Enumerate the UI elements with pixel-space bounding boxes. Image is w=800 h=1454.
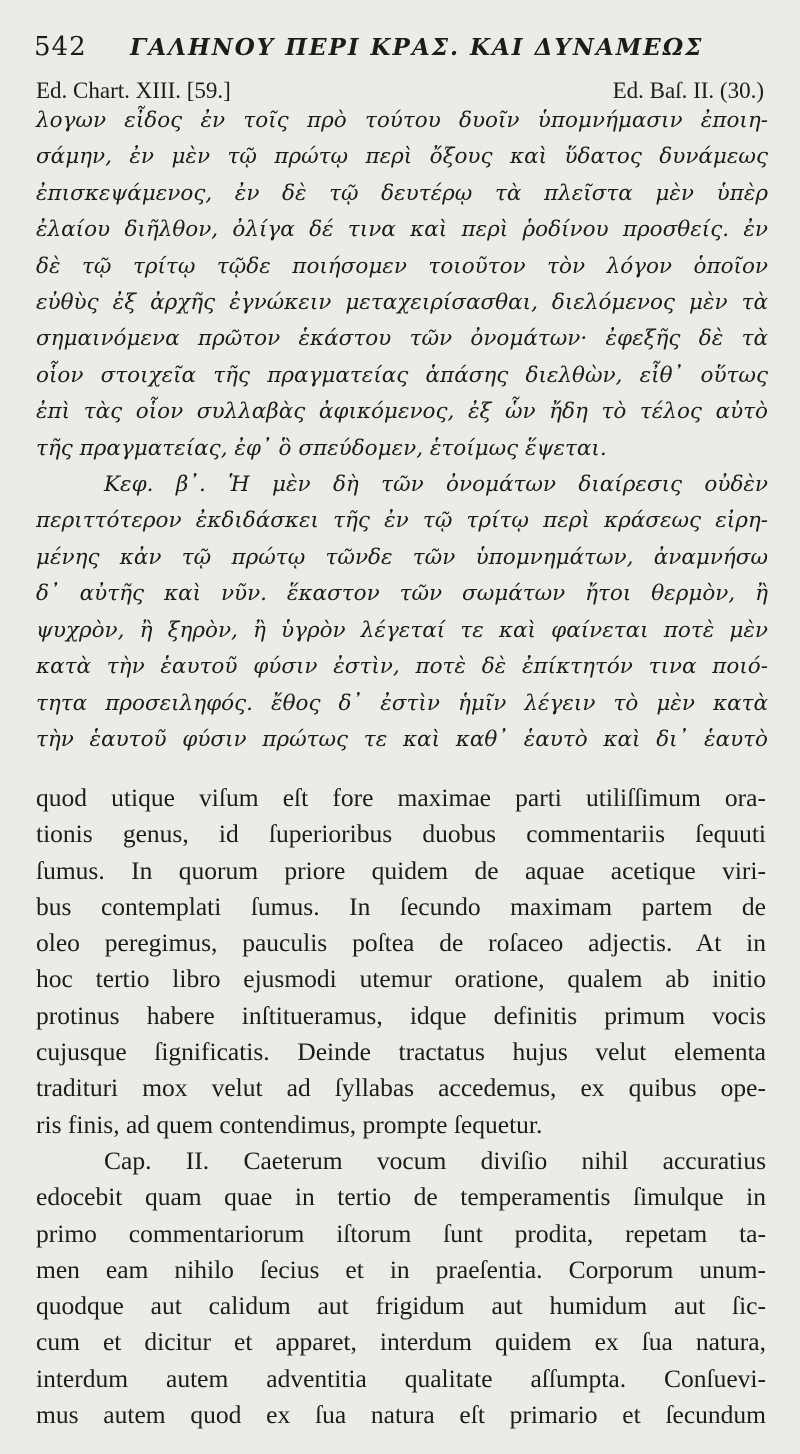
latin-line: tionis genus, id ſuperioribus duobus commentariis ſequuti — [36, 819, 766, 849]
latin-line: edocebit quam quae in tertio de temperamentis ſimulque in — [36, 1182, 766, 1212]
latin-line: quod utique viſum eſt fore maximae parti utiliſſimum ora- — [36, 783, 766, 812]
greek-line: μένης κἀν τῷ πρώτῳ τῶνδε τῶν ὑπομνημάτων, ἀναμνήσω — [36, 544, 768, 570]
greek-line: κατὰ τὴν ἑαυτοῦ φύσιν ἐστὶν, ποτὲ δὲ ἐπίκτητόν τινα ποιό- — [36, 654, 768, 680]
greek-line: σημαινόμενα πρῶτον ἑκάστου τῶν ὀνομάτων· ἐφεξῆς δὲ τὰ — [36, 326, 768, 352]
latin-line: men eam nihilo ſecius et in praeſentia. Corporum unum- — [36, 1254, 766, 1284]
latin-line: cujusque ſignificatis. Deinde tractatus hujus velut elementa — [36, 1037, 766, 1067]
greek-line: τῆς πραγματείας, ἐφ᾽ ὃ σπεύδομεν, ἑτοίμως ἕψεται. — [36, 435, 607, 461]
page-number: 542 — [34, 32, 87, 62]
latin-line: mus autem quod ex ſua natura eſt primario et ſecundum — [36, 1400, 766, 1430]
latin-line: tradituri mox velut ad ſyllabas accedemus, ex quibus ope- — [36, 1073, 766, 1103]
greek-line: ἐλαίου διῆλθον, ὀλίγα δέ τινα καὶ περὶ ῥοδίνου προσθείς. ἐν — [36, 217, 768, 243]
latin-line: oleo peregimus, pauculis poſtea de roſaceo adjectis. At in — [36, 928, 766, 958]
latin-line: ris finis, ad quem contendimus, prompte ſequetur. — [36, 1109, 543, 1139]
greek-line: εὐθὺς ἐξ ἀρχῆς ἐγνώκειν μεταχειρίσασθαι, διελόμενος μὲν τὰ — [36, 290, 768, 316]
latin-line: primo commentariorum iſtorum ſunt prodita, repetam ta- — [36, 1218, 766, 1248]
latin-text-block — [36, 780, 766, 1433]
greek-text-block — [36, 103, 768, 758]
greek-line: τητα προσειληφός. ἔθος δ᾽ ἐστὶν ἡμῖν λέγειν τὸ μὲν κατὰ — [36, 690, 768, 716]
latin-line: interdum autem adventitia qualitate aſſumpta. Conſuevi- — [36, 1363, 766, 1393]
latin-chapter-heading-line: Cap. II. Caeterum vocum diviſio nihil accuratius — [104, 1145, 766, 1175]
latin-line: protinus habere inſtitueramus, idque definitis primum vocis — [36, 1000, 766, 1030]
greek-line: σάμην, ἐν μὲν τῷ πρώτῳ περὶ ὄξους καὶ ὕδατος δυνάμεως — [36, 144, 768, 170]
greek-chapter-heading-line: Κεφ. β᾽. Ἡ μὲν δὴ τῶν ὀνομάτων διαίρεσις οὐδὲν — [104, 472, 768, 498]
greek-line: ἐπισκεψάμενος, ἐν δὲ τῷ δευτέρῳ τὰ πλεῖστα μὲν ὑπὲρ — [36, 180, 768, 206]
greek-line: ἐπὶ τὰς οἷον συλλαβὰς ἀφικόμενος, ἐξ ὧν ἤδη τὸ τέλος αὐτὸ — [36, 399, 768, 425]
running-title: ΓΑΛΗΝΟΥ ΠΕΡΙ ΚΡΑΣ. ΚΑΙ ΔΥΝΑΜΕΩΣ — [130, 34, 704, 61]
latin-line: quodque aut calidum aut frigidum aut humidum aut ſic- — [36, 1291, 766, 1321]
latin-line: hoc tertio libro ejusmodi utemur oratione, qualem ab initio — [36, 964, 766, 994]
latin-line: ſumus. In quorum priore quidem de aquae acetique viri- — [36, 855, 766, 885]
greek-line: τὴν ἑαυτοῦ φύσιν πρώτως τε καὶ καθ᾽ ἑαυτὸ καὶ δι᾽ ἑαυτὸ — [36, 726, 768, 752]
page-header — [34, 30, 774, 70]
greek-line: οἷον στοιχεῖα τῆς πραγματείας ἁπάσης διελθὼν, εἶθ᾽ οὕτως — [36, 362, 768, 388]
edition-reference-left: Ed. Chart. XIII. [59.] — [36, 78, 231, 103]
greek-line: δ᾽ αὐτῆς καὶ νῦν. ἕκαστον τῶν σωμάτων ἤτοι θερμὸν, ἢ — [36, 581, 768, 607]
greek-line: ψυχρὸν, ἢ ξηρὸν, ἢ ὑγρὸν λέγεταί τε καὶ φαίνεται ποτὲ μὲν — [36, 617, 768, 643]
greek-line: δὲ τῷ τρίτῳ τῷδε ποιήσομεν τοιοῦτον τὸν λόγον ὁποῖον — [36, 253, 768, 279]
latin-line: cum et dicitur et apparet, interdum quidem ex ſua natura, — [36, 1327, 766, 1357]
latin-line: bus contemplati ſumus. In ſecundo maximam partem de — [36, 891, 766, 921]
greek-line: περιττότερον ἐκδιδάσκει τῆς ἐν τῷ τρίτῳ περὶ κράσεως εἰρη- — [36, 508, 768, 534]
edition-reference-right: Ed. Baſ. II. (30.) — [612, 78, 764, 103]
greek-line: λογων εἶδος ἐν τοῖς πρὸ τούτου δυοῖν ὑπομνήμασιν ἐποιη- — [36, 108, 768, 133]
